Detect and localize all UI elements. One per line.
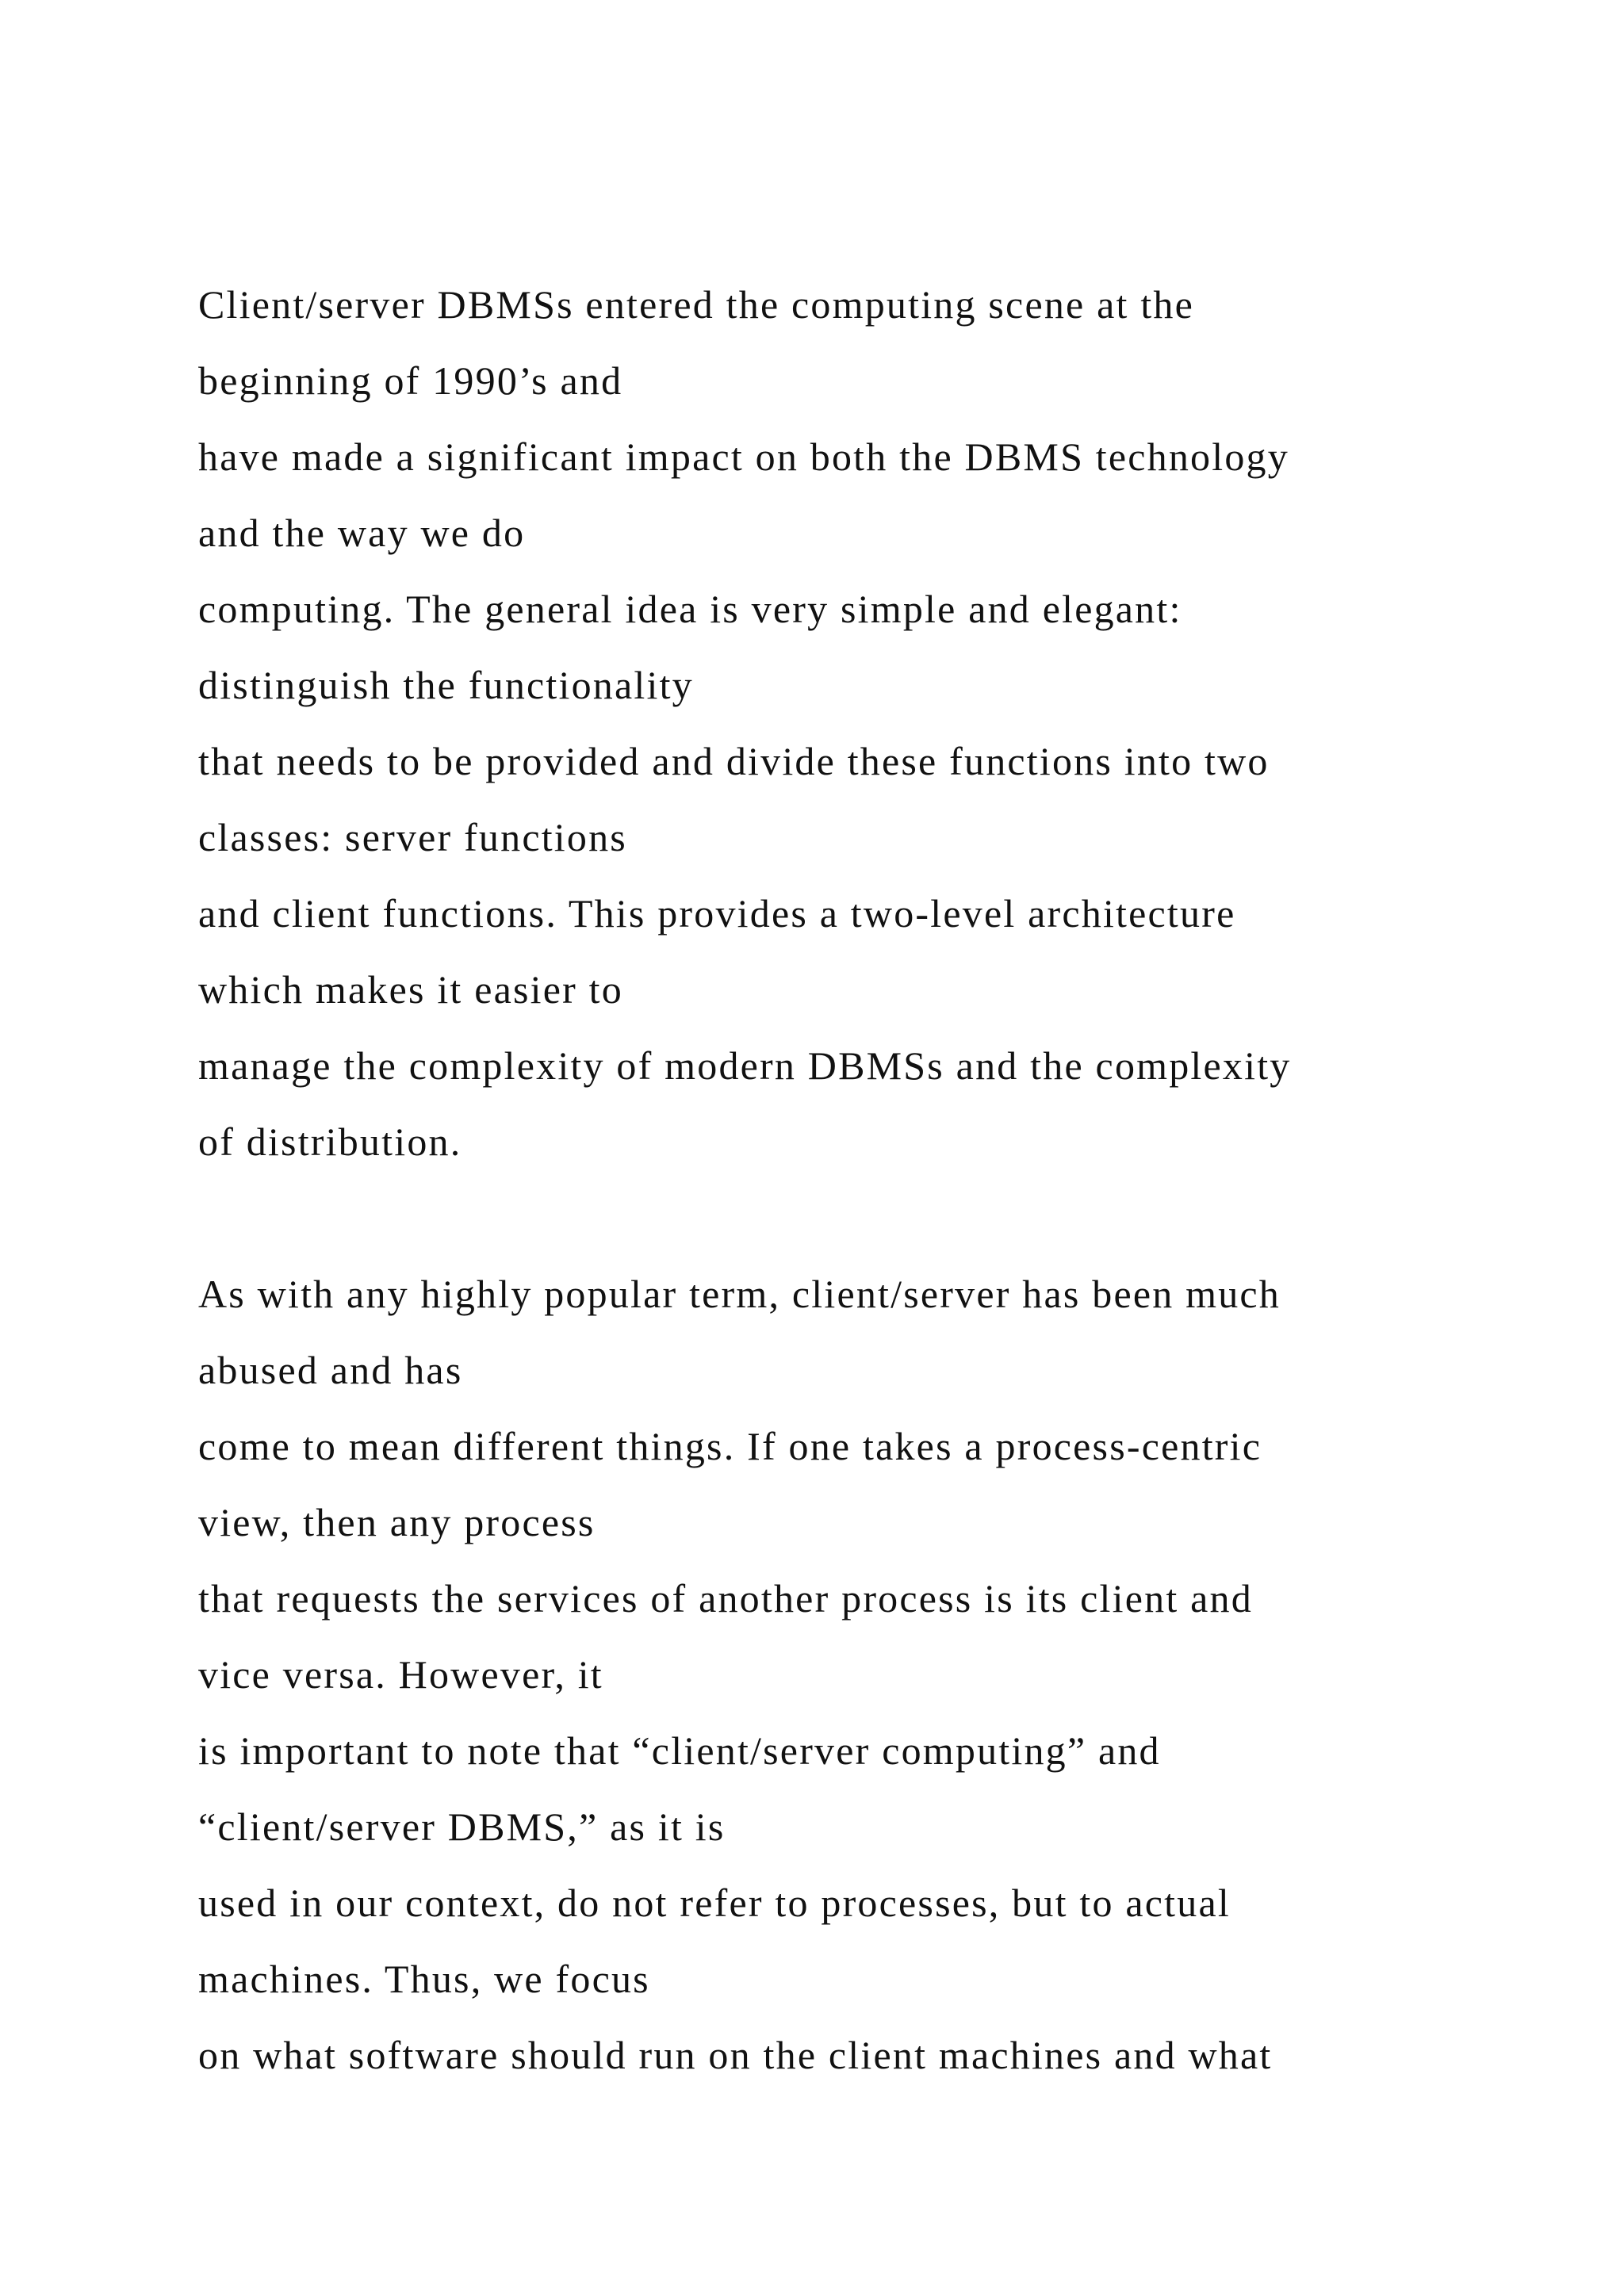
text-line: of distribution. bbox=[198, 1119, 462, 1164]
text-line: As with any highly popular term, client/server has been much bbox=[198, 1272, 1281, 1316]
text-line: that needs to be provided and divide these functions into two bbox=[198, 739, 1270, 783]
text-line: view, then any process bbox=[198, 1500, 596, 1544]
document-text bbox=[198, 266, 1546, 2093]
text-line: have made a significant impact on both the DBMS technology bbox=[198, 434, 1289, 479]
text-line: and client functions. This provides a two-level architecture bbox=[198, 891, 1236, 936]
text-line: “client/server DBMS,” as it is bbox=[198, 1804, 726, 1849]
text-line: abused and has bbox=[198, 1348, 463, 1392]
text-line: Client/server DBMSs entered the computing scene at the bbox=[198, 282, 1195, 327]
text-line: is important to note that “client/server computing” and bbox=[198, 1728, 1161, 1773]
text-line: and the way we do bbox=[198, 511, 526, 555]
paragraph-gap bbox=[198, 1180, 1546, 1256]
text-line: on what software should run on the client machines and what bbox=[198, 2033, 1273, 2077]
text-line: computing. The general idea is very simple and elegant: bbox=[198, 587, 1182, 631]
text-line: classes: server functions bbox=[198, 815, 627, 859]
text-line: used in our context, do not refer to processes, but to actual bbox=[198, 1881, 1231, 1925]
text-line: that requests the services of another process is its client and bbox=[198, 1576, 1253, 1621]
text-line: manage the complexity of modern DBMSs and the complexity bbox=[198, 1043, 1292, 1088]
paragraph-1 bbox=[198, 266, 1546, 1180]
paragraph-2 bbox=[198, 1256, 1546, 2093]
text-line: beginning of 1990’s and bbox=[198, 358, 623, 403]
text-line: come to mean different things. If one takes a process-centric bbox=[198, 1424, 1262, 1468]
text-line: machines. Thus, we focus bbox=[198, 1957, 650, 2001]
text-line: vice versa. However, it bbox=[198, 1652, 603, 1697]
text-line: which makes it easier to bbox=[198, 967, 623, 1012]
text-line: distinguish the functionality bbox=[198, 663, 694, 707]
